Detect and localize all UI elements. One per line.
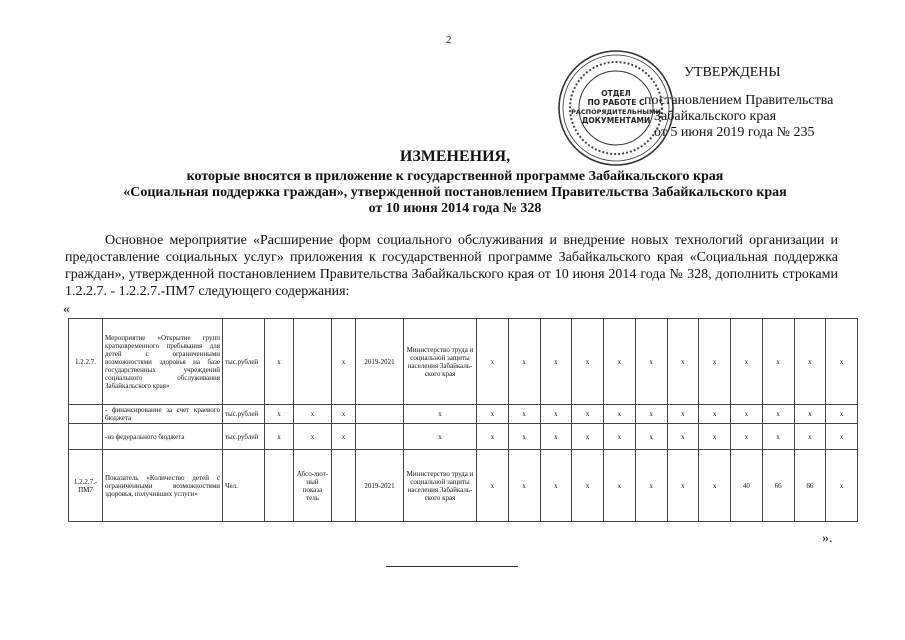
body-paragraph: Основное мероприятие «Расширение форм социального обслуживания и внедрение новых технологий организации и предоставление социальных услуг» приложения к государственной программе Забайкальского края «Социальная поддержка граждан», утвержденной постановлением Правительства Забайкальского края от 10 июня 2014 года № 328, дополнить строками 1.2.2.7. - 1.2.2.7.-ПМ7 следующего содержания: [65, 233, 838, 299]
closing-quote: ». [822, 531, 833, 546]
document-subtitle-1: которые вносятся в приложение к государственной программе Забайкальского края [186, 169, 724, 184]
value-cell: х [826, 319, 858, 405]
value-cell: х [572, 319, 604, 405]
page-number: 2 [446, 34, 452, 46]
table-cell: х [265, 424, 294, 450]
value-cell: х [699, 405, 731, 424]
value-cell: х [731, 405, 763, 424]
value-cell: х [604, 450, 636, 522]
table-cell: Абсо-лют-ный показа тель [294, 450, 332, 522]
document-subtitle-2: «Социальная поддержка граждан», утвержденной постановлением Правительства Забайкальского края [123, 185, 787, 200]
period-cell [356, 424, 404, 450]
table-cell: х [265, 319, 294, 405]
value-cell: х [762, 405, 794, 424]
svg-text:ПО РАБОТЕ С: ПО РАБОТЕ С [587, 98, 645, 107]
approval-line-2: Забайкальского края [654, 109, 777, 124]
value-cell: х [604, 319, 636, 405]
value-cell: х [794, 405, 826, 424]
table-row [69, 319, 858, 405]
value-cell: х [508, 450, 540, 522]
value-cell: х [667, 319, 699, 405]
value-cell: х [794, 424, 826, 450]
row-number-cell [69, 405, 103, 424]
row-number-cell [69, 424, 103, 450]
period-cell [356, 405, 404, 424]
value-cell: х [794, 319, 826, 405]
value-cell: х [508, 319, 540, 405]
period-cell: 2019-2021 [356, 319, 404, 405]
approval-title: УТВЕРЖДЕНЫ [684, 65, 781, 80]
value-cell: х [477, 405, 509, 424]
opening-quote: « [63, 302, 70, 317]
value-cell: х [572, 405, 604, 424]
table-cell: х [265, 405, 294, 424]
value-cell: х [826, 450, 858, 522]
table-cell [294, 319, 332, 405]
value-cell: х [699, 424, 731, 450]
horizontal-rule [386, 566, 518, 567]
value-cell: х [731, 319, 763, 405]
responsible-cell: х [404, 405, 477, 424]
document-subtitle-3: от 10 июня 2014 года № 328 [368, 201, 542, 216]
table-cell: х [332, 424, 356, 450]
svg-text:ОТДЕЛ: ОТДЕЛ [601, 89, 631, 98]
value-cell: х [826, 405, 858, 424]
value-cell: х [540, 424, 572, 450]
value-cell: х [477, 450, 509, 522]
value-cell: х [508, 405, 540, 424]
approval-line-3: от 5 июня 2019 года № 235 [654, 125, 815, 140]
unit-cell: тыс.рублей [223, 424, 265, 450]
row-name-cell: - финансирование за счет краевого бюджета [103, 405, 223, 424]
svg-text:ДОКУМЕНТАМИ: ДОКУМЕНТАМИ [581, 116, 651, 125]
responsible-cell: х [404, 424, 477, 450]
responsible-cell: Министерство труда и социальной защиты населения Забайкаль-ского края [404, 450, 477, 522]
value-cell: х [540, 405, 572, 424]
value-cell: х [635, 319, 667, 405]
value-cell: х [667, 405, 699, 424]
table-cell [332, 450, 356, 522]
svg-text:РАСПОРЯДИТЕЛЬНЫМИ: РАСПОРЯДИТЕЛЬНЫМИ [571, 108, 661, 116]
row-name-cell: Мероприятие «Открытие групп кратковременного пребывания для детей с ограниченными возможностями здоровья на базе государственных учреждений социального обслуживания Забайкальского края» [103, 319, 223, 405]
value-cell: х [477, 319, 509, 405]
value-cell: х [635, 424, 667, 450]
value-cell: х [604, 405, 636, 424]
unit-cell: тыс.рублей [223, 319, 265, 405]
responsible-cell: Министерство труда и социальной защиты населения Забайкаль-ского края [404, 319, 477, 405]
table-row [69, 424, 858, 450]
row-number-cell: 1.2.2.7.-ПМ7 [69, 450, 103, 522]
value-cell: х [635, 405, 667, 424]
document-title: ИЗМЕНЕНИЯ, [399, 148, 511, 165]
value-cell: х [508, 424, 540, 450]
unit-cell: тыс.рублей [223, 405, 265, 424]
table-cell: х [294, 405, 332, 424]
value-cell: х [762, 424, 794, 450]
value-cell: х [572, 450, 604, 522]
table-cell: х [332, 319, 356, 405]
approval-line-1: постановлением Правительства [644, 93, 834, 108]
value-cell: х [572, 424, 604, 450]
program-table [68, 318, 858, 522]
value-cell: х [699, 450, 731, 522]
unit-cell: Чел. [223, 450, 265, 522]
value-cell: х [540, 450, 572, 522]
value-cell: 66 [794, 450, 826, 522]
row-name-cell: -из федерального бюджета [103, 424, 223, 450]
row-name-cell: Показатель «Количество детей с ограниченными возможностями здоровья, получивших услуги» [103, 450, 223, 522]
period-cell: 2019-2021 [356, 450, 404, 522]
value-cell: х [731, 424, 763, 450]
value-cell: х [635, 450, 667, 522]
value-cell: 40 [731, 450, 763, 522]
table-row [69, 405, 858, 424]
row-number-cell: 1.2.2.7. [69, 319, 103, 405]
table-cell: х [332, 405, 356, 424]
value-cell: х [826, 424, 858, 450]
value-cell: х [667, 424, 699, 450]
value-cell: х [604, 424, 636, 450]
table-cell [265, 450, 294, 522]
value-cell: х [762, 319, 794, 405]
table-cell: х [294, 424, 332, 450]
value-cell: х [699, 319, 731, 405]
value-cell: х [477, 424, 509, 450]
table-row [69, 450, 858, 522]
value-cell: х [540, 319, 572, 405]
value-cell: х [667, 450, 699, 522]
value-cell: 66 [762, 450, 794, 522]
